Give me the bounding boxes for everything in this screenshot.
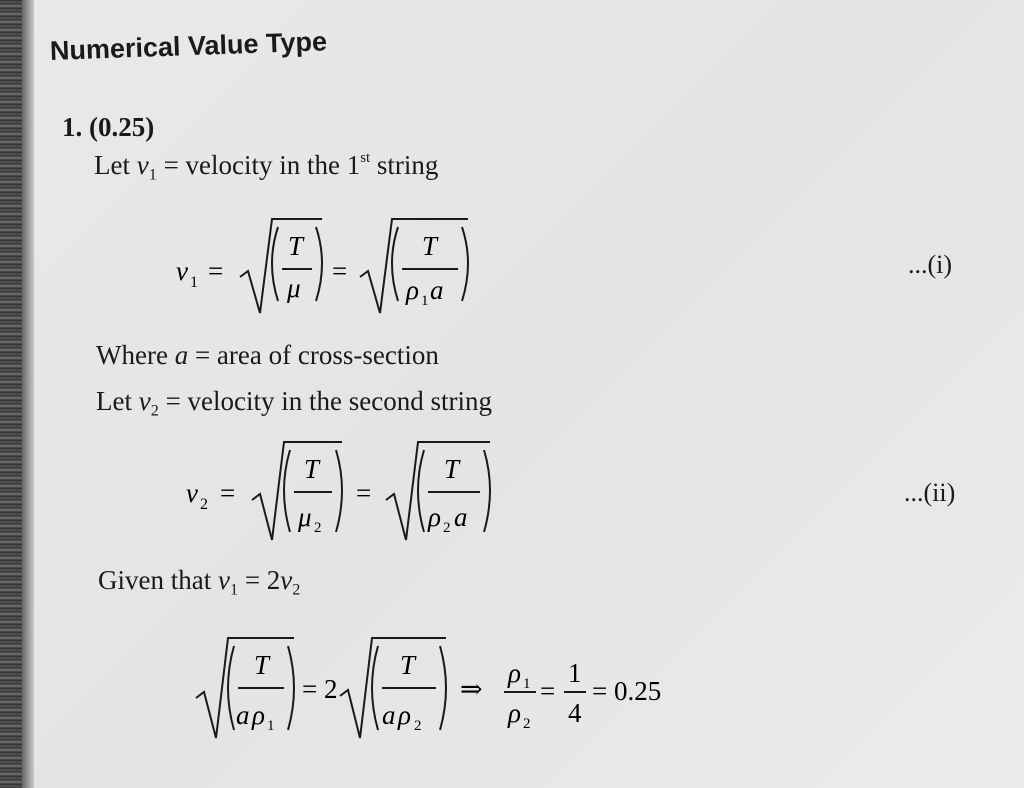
equation-2-label: ...(ii) — [904, 478, 956, 507]
svg-text:4: 4 — [568, 698, 582, 728]
svg-text:=: = — [332, 256, 348, 286]
svg-text:a: a — [382, 700, 396, 730]
svg-text:=: = — [208, 256, 224, 286]
svg-text:2: 2 — [314, 520, 322, 536]
svg-text:ρ: ρ — [508, 698, 521, 728]
line-let-v2: Let $v_2$ = velocity in the second string — [96, 386, 492, 420]
svg-text:a: a — [430, 275, 444, 305]
line-given: Given that $v_1 = 2v_2$ — [98, 565, 301, 599]
svg-text:=: = — [220, 478, 236, 508]
page-gutter-shadow — [22, 0, 34, 788]
question-number: 1. — [62, 112, 83, 142]
svg-text:ρ: ρ — [252, 700, 265, 730]
svg-text:1: 1 — [568, 658, 582, 688]
svg-text:2: 2 — [200, 496, 208, 513]
svg-text:ρ: ρ — [398, 700, 411, 730]
question-header — [62, 112, 154, 143]
svg-text:T: T — [254, 650, 270, 680]
svg-text:=: = — [540, 676, 556, 706]
equation-1-label: ...(i) — [908, 250, 953, 279]
svg-text:⇒: ⇒ — [460, 674, 483, 704]
svg-text:1: 1 — [190, 274, 198, 291]
question-answer: (0.25) — [89, 112, 155, 142]
svg-text:ρ: ρ — [428, 502, 441, 532]
svg-text:= 2: = 2 — [302, 674, 338, 704]
svg-text:= 0.25: = 0.25 — [592, 676, 662, 706]
svg-text:ρ: ρ — [508, 658, 521, 688]
svg-text:v: v — [176, 256, 188, 286]
svg-text:a: a — [454, 502, 468, 532]
svg-text:T: T — [288, 231, 304, 261]
svg-text:μ: μ — [298, 502, 312, 532]
equation-1 — [170, 205, 490, 320]
svg-text:v: v — [186, 478, 198, 508]
svg-text:T: T — [400, 650, 416, 680]
line-where-a: Where a = area of cross-section — [96, 340, 439, 370]
line-let-v1: Let $v_1$ = velocity in the 1st string — [94, 150, 439, 184]
svg-text:μ: μ — [287, 273, 301, 303]
svg-text:2: 2 — [523, 716, 531, 732]
equation-2 — [180, 432, 510, 547]
equation-3 — [190, 628, 710, 748]
svg-text:1: 1 — [421, 293, 429, 309]
svg-text:=: = — [356, 478, 372, 508]
svg-text:2: 2 — [443, 520, 451, 536]
svg-text:1: 1 — [267, 718, 275, 734]
svg-text:T: T — [304, 454, 320, 484]
svg-text:a: a — [236, 700, 250, 730]
svg-text:T: T — [444, 454, 460, 484]
section-heading: Numerical Value Type — [49, 26, 328, 66]
svg-text:2: 2 — [414, 718, 422, 734]
svg-text:1: 1 — [523, 676, 531, 692]
svg-text:ρ: ρ — [406, 275, 419, 305]
svg-text:T: T — [422, 231, 438, 261]
book-binding-edge — [0, 0, 22, 788]
